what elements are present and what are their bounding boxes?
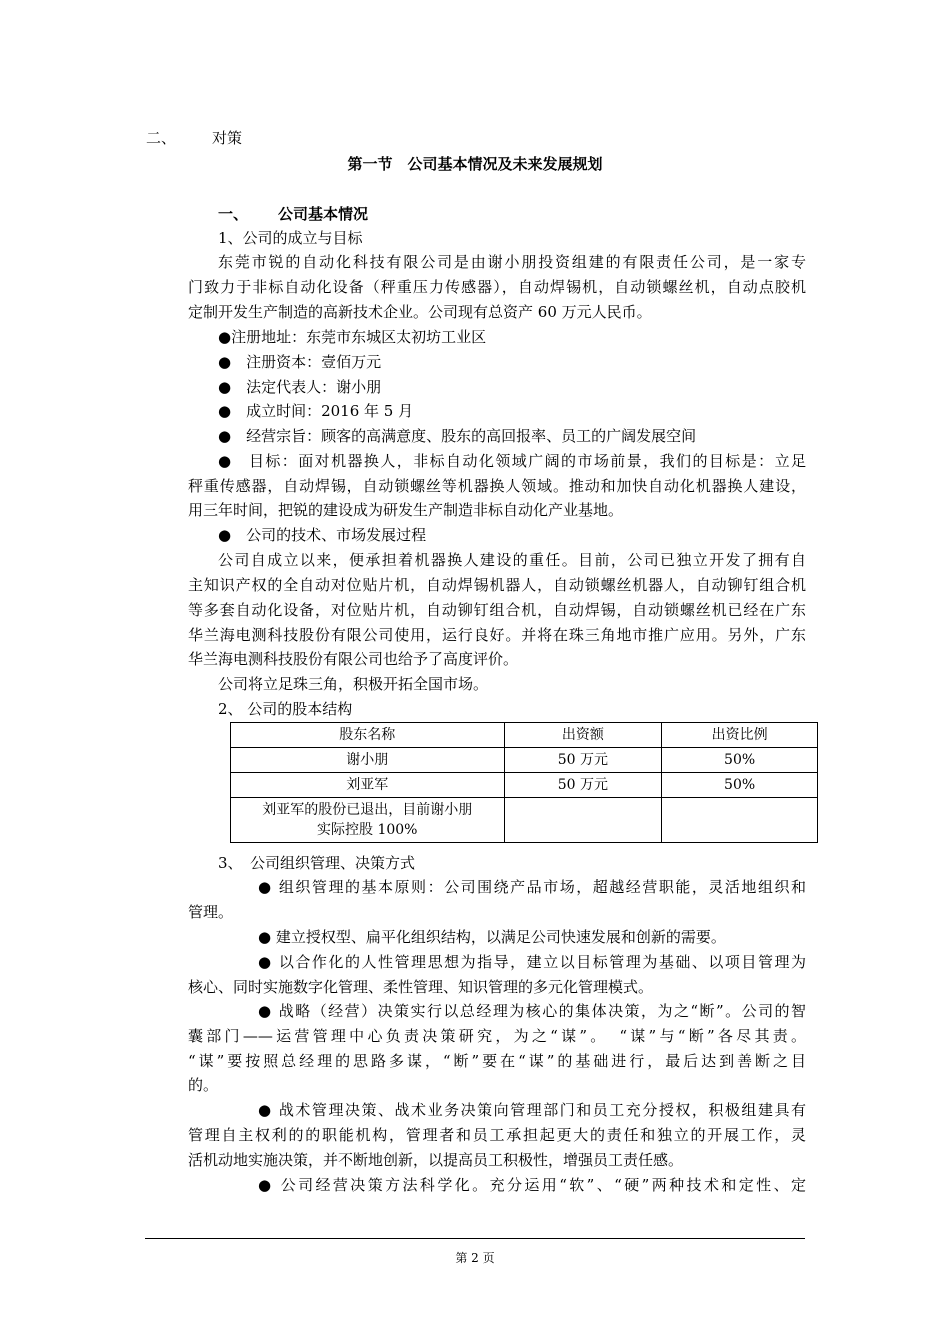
goal-line: 秤重传感器，自动焊锡，自动锁螺丝等机器换人领域。推动和加快自动化机器换人建设， xyxy=(188,477,806,495)
page-number: 第 2 页 xyxy=(455,1251,495,1265)
table-cell: 50% xyxy=(662,748,818,773)
subsection-title: 公司基本情况 xyxy=(278,205,369,223)
mgmt-line: 管理。 xyxy=(188,903,234,921)
mgmt-line: “谋”要按照总经理的思路多谋，“断”要在“谋”的基础进行，最后达到善断之目 xyxy=(188,1052,806,1070)
share-table xyxy=(230,722,818,843)
table-cell: 50 万元 xyxy=(504,773,662,798)
mgmt-line: 囊部门——运营管理中心负责决策研究，为之“谋”。 “谋”与“断”各尽其责。 xyxy=(188,1027,806,1045)
intro-line: 东莞市锐的自动化科技有限公司是由谢小朋投资组建的有限责任公司，是一家专 xyxy=(218,253,806,271)
subsection-number: 一、 xyxy=(218,205,249,223)
goal-line: 用三年时间，把锐的建设成为研发生产制造非标自动化产业基地。 xyxy=(188,501,624,519)
mgmt-line: 管理自主权利的的职能机构，管理者和员工承担起更大的责任和独立的开展工作，灵 xyxy=(188,1126,806,1144)
intro-line: 定制开发生产制造的高新技术企业。公司现有总资产 60 万元人民币。 xyxy=(188,303,652,321)
table-row xyxy=(231,748,818,773)
mgmt-line: ● 以合作化的人性管理思想为指导，建立以目标管理为基础、以项目管理为 xyxy=(258,953,806,971)
table-cell: 刘亚军 xyxy=(231,773,505,798)
table-cell: 50 万元 xyxy=(504,748,662,773)
fact-founded: ● 成立时间：2016 年 5 月 xyxy=(218,402,414,420)
footer-rule xyxy=(145,1238,805,1239)
mgmt-line: 的。 xyxy=(188,1076,219,1094)
intro-line: 门致力于非标自动化设备（秤重压力传感器），自动焊锡机，自动锁螺丝机，自动点胶机 xyxy=(188,278,806,296)
heading-founding: 1、公司的成立与目标 xyxy=(218,229,363,247)
mgmt-line: 活机动地实施决策，并不断地创新，以提高员工积极性，增强员工责任感。 xyxy=(188,1151,684,1169)
table-cell: 谢小朋 xyxy=(231,748,505,773)
table-header-row xyxy=(231,723,818,748)
section-title: 第一节 公司基本情况及未来发展规划 xyxy=(347,155,603,173)
mgmt-line: ● 公司经营决策方法科学化。充分运用“软”、“硬”两种技术和定性、定 xyxy=(258,1176,806,1194)
table-cell: 50% xyxy=(662,773,818,798)
tech-line: 华兰海电测科技股份有限公司也给予了高度评价。 xyxy=(188,650,519,668)
tech-line: 华兰海电测科技股份有限公司使用，运行良好。并将在珠三角地市推广应用。另外，广东 xyxy=(188,626,806,644)
heading-management: 3、 公司组织管理、决策方式 xyxy=(218,854,416,872)
table-row xyxy=(231,773,818,798)
market-line: 公司将立足珠三角，积极开拓全国市场。 xyxy=(218,675,489,693)
table-note-line: 刘亚军的股份已退出，目前谢小朋 xyxy=(262,802,473,818)
tech-line: 公司自成立以来，便承担着机器换人建设的重任。目前，公司已独立开发了拥有自 xyxy=(218,551,806,569)
goal-line: ● 目标：面对机器换人，非标自动化领域广阔的市场前景，我们的目标是：立足 xyxy=(218,452,806,470)
tech-line: 等多套自动化设备，对位贴片机，自动铆钉组合机，自动焊锡，自动锁螺丝机已经在广东 xyxy=(188,601,806,619)
fact-representative: ● 法定代表人：谢小朋 xyxy=(218,378,382,396)
mgmt-line: ● 战略（经营）决策实行以总经理为核心的集体决策，为之“断”。公司的智 xyxy=(258,1002,806,1020)
part-number: 二、 xyxy=(146,129,177,147)
table-header: 股东名称 xyxy=(231,723,505,748)
table-note-cell xyxy=(231,798,505,843)
fact-mission: ● 经营宗旨：顾客的高满意度、股东的高回报率、员工的广阔发展空间 xyxy=(218,427,697,445)
table-note-line: 实际控股 100% xyxy=(317,822,418,838)
tech-line: 主知识产权的全自动对位贴片机，自动焊锡机器人，自动锁螺丝机器人，自动铆钉组合机 xyxy=(188,576,806,594)
table-row xyxy=(231,798,818,843)
tech-heading: ● 公司的技术、市场发展过程 xyxy=(218,526,427,544)
fact-capital: ● 注册资本：壹佰万元 xyxy=(218,353,382,371)
fact-address: ●注册地址：东莞市东城区太初坊工业区 xyxy=(218,328,487,346)
heading-share-structure: 2、 公司的股本结构 xyxy=(218,700,353,718)
mgmt-line: 核心、同时实施数字化管理、柔性管理、知识管理的多元化管理模式。 xyxy=(188,978,654,996)
part-title: 对策 xyxy=(212,129,243,147)
mgmt-line: ● 战术管理决策、战术业务决策向管理部门和员工充分授权，积极组建具有 xyxy=(258,1101,806,1119)
table-cell xyxy=(662,798,818,843)
table-header: 出资额 xyxy=(504,723,662,748)
mgmt-line: ● 组织管理的基本原则：公司围绕产品市场，超越经营职能，灵活地组织和 xyxy=(258,878,806,896)
mgmt-line: ● 建立授权型、扁平化组织结构，以满足公司快速发展和创新的需要。 xyxy=(258,928,726,946)
table-cell xyxy=(504,798,662,843)
table-header: 出资比例 xyxy=(662,723,818,748)
